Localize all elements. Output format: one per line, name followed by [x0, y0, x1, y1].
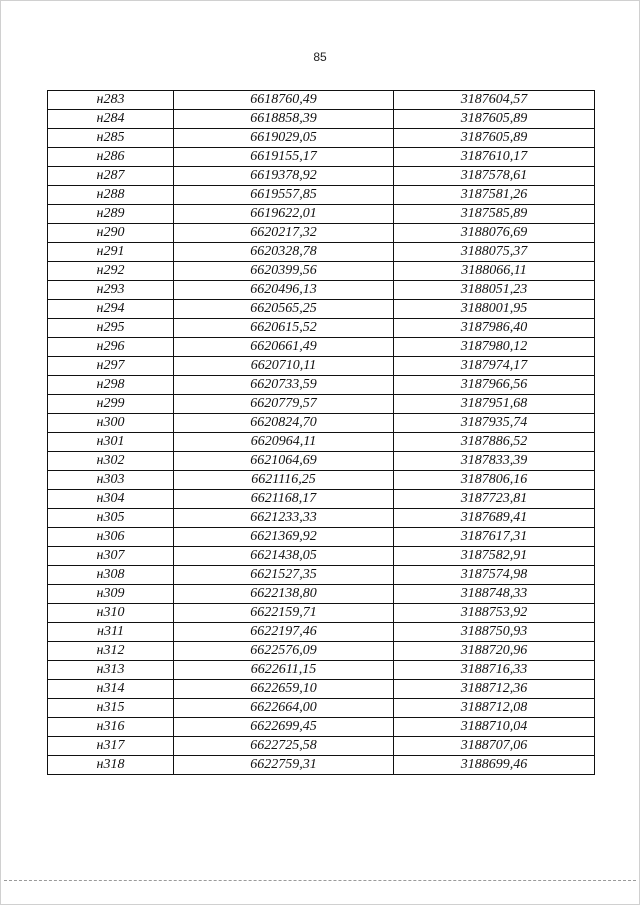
y-coordinate-cell: 3187723,81 — [394, 490, 595, 509]
x-coordinate-cell: 6620964,11 — [174, 433, 394, 452]
point-name-cell: н288 — [48, 186, 174, 205]
x-coordinate-cell: 6619622,01 — [174, 205, 394, 224]
x-coordinate-cell: 6622159,71 — [174, 604, 394, 623]
point-name-cell: н308 — [48, 566, 174, 585]
x-coordinate-cell: 6622576,09 — [174, 642, 394, 661]
x-coordinate-cell: 6622759,31 — [174, 756, 394, 775]
x-coordinate-cell: 6620615,52 — [174, 319, 394, 338]
table-row — [48, 205, 595, 224]
table-row — [48, 452, 595, 471]
y-coordinate-cell: 3188076,69 — [394, 224, 595, 243]
y-coordinate-cell: 3187935,74 — [394, 414, 595, 433]
point-name-cell: н312 — [48, 642, 174, 661]
table-row — [48, 585, 595, 604]
table-row — [48, 680, 595, 699]
point-name-cell: н297 — [48, 357, 174, 376]
point-name-cell: н315 — [48, 699, 174, 718]
coordinates-table — [47, 90, 595, 775]
table-row — [48, 224, 595, 243]
point-name-cell: н287 — [48, 167, 174, 186]
x-coordinate-cell: 6621168,17 — [174, 490, 394, 509]
x-coordinate-cell: 6619155,17 — [174, 148, 394, 167]
y-coordinate-cell: 3188712,08 — [394, 699, 595, 718]
table-row — [48, 623, 595, 642]
x-coordinate-cell: 6620661,49 — [174, 338, 394, 357]
y-coordinate-cell: 3187689,41 — [394, 509, 595, 528]
table-row — [48, 300, 595, 319]
point-name-cell: н285 — [48, 129, 174, 148]
table-row — [48, 357, 595, 376]
y-coordinate-cell: 3187610,17 — [394, 148, 595, 167]
point-name-cell: н314 — [48, 680, 174, 699]
point-name-cell: н303 — [48, 471, 174, 490]
point-name-cell: н296 — [48, 338, 174, 357]
point-name-cell: н310 — [48, 604, 174, 623]
point-name-cell: н313 — [48, 661, 174, 680]
x-coordinate-cell: 6620217,32 — [174, 224, 394, 243]
x-coordinate-cell: 6622725,58 — [174, 737, 394, 756]
y-coordinate-cell: 3188075,37 — [394, 243, 595, 262]
point-name-cell: н298 — [48, 376, 174, 395]
y-coordinate-cell: 3187833,39 — [394, 452, 595, 471]
y-coordinate-cell: 3188699,46 — [394, 756, 595, 775]
x-coordinate-cell: 6622659,10 — [174, 680, 394, 699]
page-number: 85 — [313, 50, 327, 64]
point-name-cell: н292 — [48, 262, 174, 281]
table-row — [48, 433, 595, 452]
point-name-cell: н290 — [48, 224, 174, 243]
x-coordinate-cell: 6620565,25 — [174, 300, 394, 319]
y-coordinate-cell: 3188712,36 — [394, 680, 595, 699]
y-coordinate-cell: 3187578,61 — [394, 167, 595, 186]
y-coordinate-cell: 3187617,31 — [394, 528, 595, 547]
x-coordinate-cell: 6621116,25 — [174, 471, 394, 490]
table-row — [48, 718, 595, 737]
point-name-cell: н299 — [48, 395, 174, 414]
y-coordinate-cell: 3188001,95 — [394, 300, 595, 319]
x-coordinate-cell: 6620328,78 — [174, 243, 394, 262]
y-coordinate-cell: 3187604,57 — [394, 91, 595, 110]
table-row — [48, 167, 595, 186]
table-row — [48, 471, 595, 490]
x-coordinate-cell: 6620779,57 — [174, 395, 394, 414]
table-row — [48, 186, 595, 205]
y-coordinate-cell: 3187886,52 — [394, 433, 595, 452]
x-coordinate-cell: 6619378,92 — [174, 167, 394, 186]
table-row — [48, 91, 595, 110]
y-coordinate-cell: 3187966,56 — [394, 376, 595, 395]
table-row — [48, 490, 595, 509]
x-coordinate-cell: 6618760,49 — [174, 91, 394, 110]
point-name-cell: н289 — [48, 205, 174, 224]
point-name-cell: н309 — [48, 585, 174, 604]
y-coordinate-cell: 3187974,17 — [394, 357, 595, 376]
point-name-cell: н286 — [48, 148, 174, 167]
y-coordinate-cell: 3188066,11 — [394, 262, 595, 281]
table-row — [48, 509, 595, 528]
x-coordinate-cell: 6621438,05 — [174, 547, 394, 566]
point-name-cell: н317 — [48, 737, 174, 756]
y-coordinate-cell: 3187605,89 — [394, 110, 595, 129]
table-row — [48, 129, 595, 148]
y-coordinate-cell: 3188748,33 — [394, 585, 595, 604]
table-row — [48, 547, 595, 566]
point-name-cell: н291 — [48, 243, 174, 262]
x-coordinate-cell: 6622664,00 — [174, 699, 394, 718]
table-row — [48, 699, 595, 718]
y-coordinate-cell: 3187986,40 — [394, 319, 595, 338]
table-row — [48, 528, 595, 547]
table-row — [48, 338, 595, 357]
x-coordinate-cell: 6620733,59 — [174, 376, 394, 395]
x-coordinate-cell: 6622197,46 — [174, 623, 394, 642]
table-row — [48, 262, 595, 281]
y-coordinate-cell: 3188753,92 — [394, 604, 595, 623]
x-coordinate-cell: 6622699,45 — [174, 718, 394, 737]
table-row — [48, 566, 595, 585]
y-coordinate-cell: 3187581,26 — [394, 186, 595, 205]
table-row — [48, 737, 595, 756]
point-name-cell: н318 — [48, 756, 174, 775]
y-coordinate-cell: 3188750,93 — [394, 623, 595, 642]
table-row — [48, 148, 595, 167]
x-coordinate-cell: 6620496,13 — [174, 281, 394, 300]
y-coordinate-cell: 3187951,68 — [394, 395, 595, 414]
table-row — [48, 243, 595, 262]
point-name-cell: н304 — [48, 490, 174, 509]
x-coordinate-cell: 6622138,80 — [174, 585, 394, 604]
table-row — [48, 414, 595, 433]
x-coordinate-cell: 6619029,05 — [174, 129, 394, 148]
point-name-cell: н306 — [48, 528, 174, 547]
table-row — [48, 281, 595, 300]
y-coordinate-cell: 3187574,98 — [394, 566, 595, 585]
y-coordinate-cell: 3188720,96 — [394, 642, 595, 661]
y-coordinate-cell: 3187980,12 — [394, 338, 595, 357]
x-coordinate-cell: 6622611,15 — [174, 661, 394, 680]
table-row — [48, 642, 595, 661]
table-row — [48, 395, 595, 414]
point-name-cell: н284 — [48, 110, 174, 129]
x-coordinate-cell: 6620399,56 — [174, 262, 394, 281]
table-row — [48, 110, 595, 129]
point-name-cell: н293 — [48, 281, 174, 300]
table-row — [48, 376, 595, 395]
x-coordinate-cell: 6621527,35 — [174, 566, 394, 585]
y-coordinate-cell: 3187605,89 — [394, 129, 595, 148]
x-coordinate-cell: 6621064,69 — [174, 452, 394, 471]
table-row — [48, 319, 595, 338]
y-coordinate-cell: 3188051,23 — [394, 281, 595, 300]
point-name-cell: н283 — [48, 91, 174, 110]
x-coordinate-cell: 6620710,11 — [174, 357, 394, 376]
x-coordinate-cell: 6621233,33 — [174, 509, 394, 528]
x-coordinate-cell: 6618858,39 — [174, 110, 394, 129]
point-name-cell: н316 — [48, 718, 174, 737]
point-name-cell: н302 — [48, 452, 174, 471]
coordinates-table-body — [48, 91, 595, 775]
y-coordinate-cell: 3187582,91 — [394, 547, 595, 566]
point-name-cell: н295 — [48, 319, 174, 338]
table-row — [48, 756, 595, 775]
x-coordinate-cell: 6620824,70 — [174, 414, 394, 433]
x-coordinate-cell: 6621369,92 — [174, 528, 394, 547]
point-name-cell: н294 — [48, 300, 174, 319]
table-row — [48, 604, 595, 623]
y-coordinate-cell: 3188716,33 — [394, 661, 595, 680]
point-name-cell: н307 — [48, 547, 174, 566]
point-name-cell: н300 — [48, 414, 174, 433]
point-name-cell: н305 — [48, 509, 174, 528]
point-name-cell: н311 — [48, 623, 174, 642]
y-coordinate-cell: 3188707,06 — [394, 737, 595, 756]
point-name-cell: н301 — [48, 433, 174, 452]
y-coordinate-cell: 3187806,16 — [394, 471, 595, 490]
bottom-scan-line — [4, 880, 636, 881]
table-row — [48, 661, 595, 680]
y-coordinate-cell: 3188710,04 — [394, 718, 595, 737]
x-coordinate-cell: 6619557,85 — [174, 186, 394, 205]
y-coordinate-cell: 3187585,89 — [394, 205, 595, 224]
